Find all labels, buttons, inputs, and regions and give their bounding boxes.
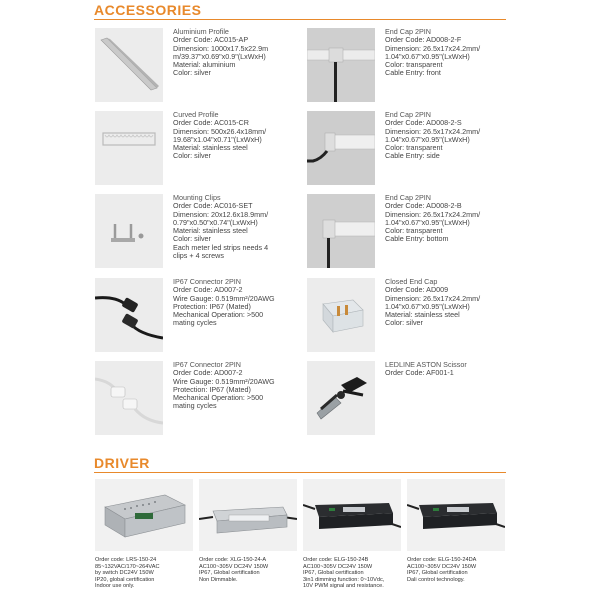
item-name: IP67 Connector 2PIN [173,360,241,369]
ip67-connector-white-image [95,361,163,435]
spec-line: Protection: IP67 (Mated) [173,384,251,394]
order-code: Order Code: AC015-CR [173,118,249,128]
spec-line: Dimension: 26.5x17x24.2mm/ [385,126,481,136]
driver-lrs-image [95,479,193,551]
spec-line: 0.79"x0.50"x0.74"(LxWxH) [173,217,258,227]
item-name: Aluminium Profile [173,27,229,36]
spec-line: Material: stainless steel [385,310,460,320]
driver-spec-line: 3in1 dimming function: 0~10Vdc, [303,576,385,583]
driver-title: DRIVER [94,455,150,471]
item-name: End Cap 2PIN [385,193,431,202]
spec-line: Cable Entry: front [385,68,441,78]
aluminium-profile-image [95,28,163,102]
item-name: Curved Profile [173,110,219,119]
driver-spec-line: Non Dimmable. [199,576,238,583]
driver-spec-line: AC100~305V DC24V 150W [303,563,373,570]
spec-line: Color: silver [385,318,423,328]
accessory-ip67-connector-2 [95,361,310,437]
order-code: Order Code: AC015-AP [173,35,249,45]
curved-profile-image [95,111,163,185]
order-code: Order Code: AD008-2-F [385,35,462,45]
end-cap-side-image [307,111,375,185]
order-code: Order Code: AD008-2-S [385,118,462,128]
accessory-ip67-connector-1 [95,278,310,354]
spec-line: Material: stainless steel [173,143,248,153]
spec-line: 1.04"x0.67"x0.95"(LxWxH) [385,51,470,61]
mounting-clips-image [95,194,163,268]
spec-line: Color: silver [173,151,211,161]
driver-spec-line: IP20, global certification [95,576,155,583]
driver-spec-line: Order code: ELG-150-24B [303,557,369,563]
order-code: Order Code: AD009 [385,285,449,295]
spec-line: Dimension: 26.5x17x24.2mm/ [385,43,481,53]
closed-end-cap-image [307,278,375,352]
driver-spec-line: by switch DC24V 150W [95,570,154,577]
spec-line: Mechanical Operation: >500 [173,310,264,320]
item-name: End Cap 2PIN [385,110,431,119]
accessory-curved-profile [95,111,310,187]
spec-line: Dimension: 26.5x17x24.2mm/ [385,293,481,303]
driver-spec-line: Dali control technology. [407,576,465,583]
spec-line: Dimension: 500x26.4x18mm/ [173,126,267,136]
accessory-mounting-clips [95,194,310,270]
spec-line: mating cycles [173,401,217,411]
spec-line: Color: transparent [385,226,443,236]
ip67-connector-image [95,278,163,352]
item-name: Closed End Cap [385,277,438,286]
spec-line: Dimension: 20x12.6x18.9mm/ [173,209,269,219]
driver-divider [94,472,506,473]
item-name: End Cap 2PIN [385,27,431,36]
spec-line: Wire Gauge: 0.519mm²/20AWG [173,293,275,303]
item-name: IP67 Connector 2PIN [173,277,241,286]
driver-spec-line: Indoor use only. [95,583,135,590]
accessory-scissor [307,361,522,437]
spec-line: Dimension: 1000x17.5x22.9m [173,43,269,53]
spec-line: m/39.37"x0.69"x0.9"(LxWxH) [173,51,266,61]
driver-elg-da-image [407,479,505,551]
order-code: Order Code: AD007-2 [173,285,243,295]
driver-spec-line: IP67, Global certification [303,570,364,577]
order-code: Order Code: AC016-SET [173,201,253,211]
spec-line: Mechanical Operation: >500 [173,393,264,403]
spec-line: 1.04"x0.67"x0.95"(LxWxH) [385,217,470,227]
driver-elg-150-24b [303,479,401,590]
spec-line: 1.04"x0.67"x0.95"(LxWxH) [385,134,470,144]
driver-spec-line: IP67, Global certification [407,570,468,577]
spec-line: Material: aluminium [173,60,236,70]
spec-line: 19.68"x1.04"x0.71"(LxWxH) [173,134,262,144]
driver-spec-line: AC100~305V DC24V 150W [199,563,269,570]
order-code: Order Code: AF001-1 [385,368,454,378]
spec-line: Color: transparent [385,60,443,70]
driver-spec-line: Order code: XLG-150-24-A [199,557,267,563]
spec-line: 1.04"x0.67"x0.95"(LxWxH) [385,301,470,311]
driver-elg-150-24da [407,479,505,583]
driver-spec-line: IP67, Global certification [199,570,260,577]
spec-line: Cable Entry: bottom [385,234,449,244]
item-name: LEDLINE ASTON Scissor [385,360,467,369]
driver-spec-line: 10V PWM signal and resistance. [303,583,384,590]
accessories-title: ACCESSORIES [94,2,202,18]
spec-line: Protection: IP67 (Mated) [173,301,251,311]
end-cap-front-image [307,28,375,102]
accessory-end-cap-front [307,28,522,104]
accessory-end-cap-side [307,111,522,187]
driver-spec-line: 85~132VAC/170~264VAC [95,563,160,570]
accessory-end-cap-bottom [307,194,522,270]
driver-spec-line: Order code: LRS-150-24 [95,557,157,563]
spec-line: mating cycles [173,318,217,328]
spec-line: clips + 4 screws [173,251,224,261]
spec-line: Dimension: 26.5x17x24.2mm/ [385,209,481,219]
order-code: Order Code: AD008-2-B [385,201,462,211]
driver-lrs-150-24 [95,479,193,590]
driver-spec-line: AC100~305V DC24V 150W [407,563,477,570]
scissor-image [307,361,375,435]
spec-line: Color: silver [173,234,211,244]
spec-line: Wire Gauge: 0.519mm²/20AWG [173,376,275,386]
driver-spec-line: Order code: ELG-150-24DA [407,557,477,563]
spec-line: Color: transparent [385,143,443,153]
spec-line: Color: silver [173,68,211,78]
spec-line: Cable Entry: side [385,151,440,161]
spec-line: Each meter led strips needs 4 [173,242,269,252]
accessory-closed-end-cap [307,278,522,354]
driver-xlg-150-24-a [199,479,297,583]
driver-elg-b-image [303,479,401,551]
end-cap-bottom-image [307,194,375,268]
accessories-divider [94,19,506,20]
order-code: Order Code: AD007-2 [173,368,243,378]
driver-xlg-image [199,479,297,551]
accessory-aluminium-profile [95,28,310,104]
item-name: Mounting Clips [173,193,221,202]
spec-line: Material: stainless steel [173,226,248,236]
